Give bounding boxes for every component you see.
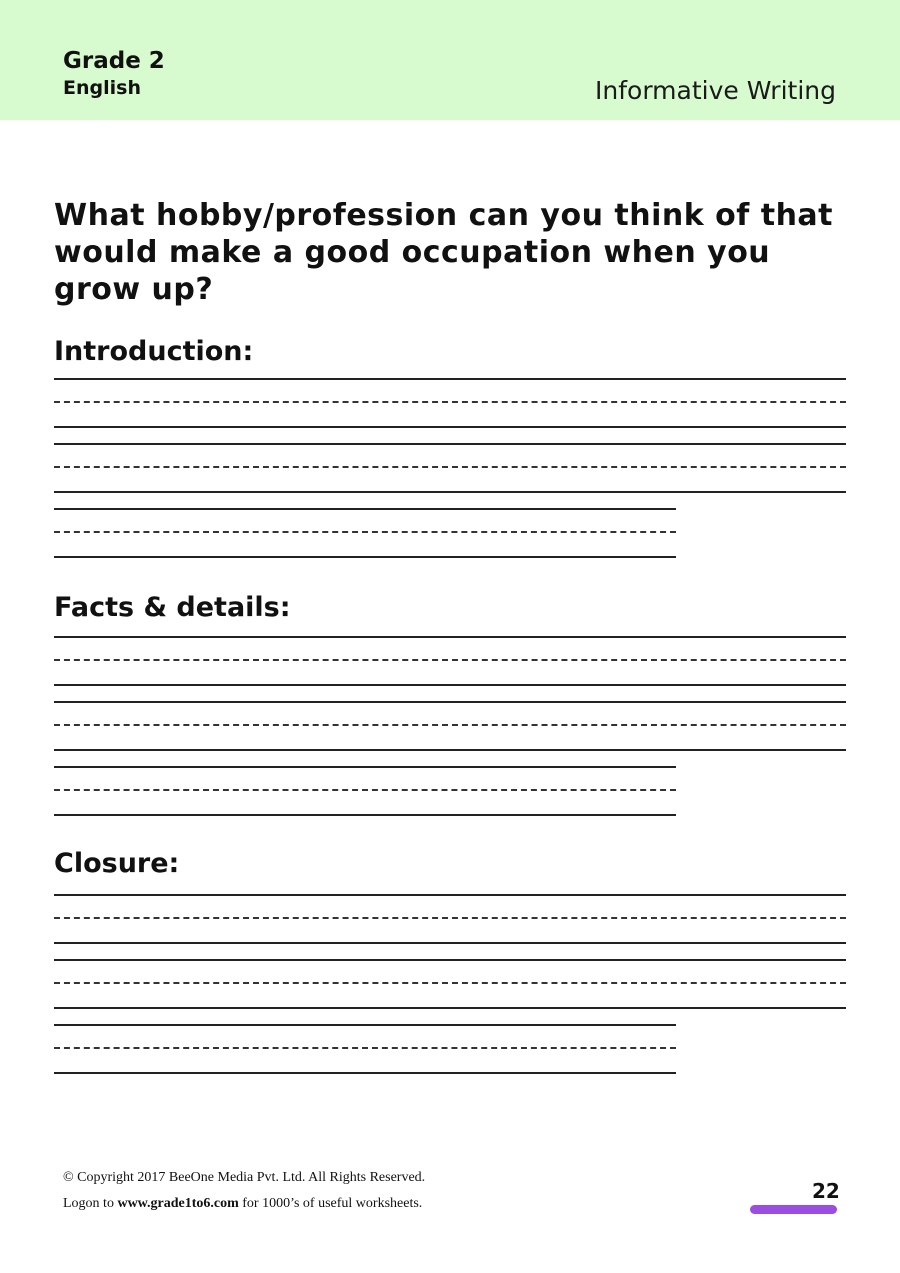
writing-line[interactable] — [54, 766, 676, 768]
writing-guide-line — [54, 659, 846, 661]
topic-label: Informative Writing — [595, 76, 836, 105]
website-link[interactable]: www.grade1to6.com — [117, 1196, 239, 1211]
logon-notice — [63, 1196, 422, 1212]
logon-prefix: Logon to — [63, 1196, 118, 1211]
writing-guide-line — [54, 531, 676, 533]
writing-prompt: What hobby/profession can you think of that would make a good occupation when you grow up? — [54, 198, 834, 307]
writing-line[interactable] — [54, 1072, 676, 1074]
writing-line[interactable] — [54, 508, 676, 510]
writing-line[interactable] — [54, 378, 846, 380]
grade-label: Grade 2 — [63, 48, 165, 74]
copyright-notice: © Copyright 2017 BeeOne Media Pvt. Ltd. All Rights Reserved. — [63, 1170, 426, 1185]
writing-line[interactable] — [54, 426, 846, 428]
section-title-closure: Closure: — [54, 848, 180, 879]
writing-guide-line — [54, 466, 846, 468]
writing-line[interactable] — [54, 749, 846, 751]
logon-suffix: for 1000’s of useful worksheets. — [238, 1196, 423, 1211]
writing-guide-line — [54, 724, 846, 726]
writing-line[interactable] — [54, 814, 676, 816]
subject-label: English — [63, 77, 141, 99]
header-band — [0, 0, 900, 120]
writing-guide-line — [54, 982, 846, 984]
writing-line[interactable] — [54, 636, 846, 638]
writing-line[interactable] — [54, 701, 846, 703]
writing-line[interactable] — [54, 942, 846, 944]
writing-line[interactable] — [54, 894, 846, 896]
website-badge-logo — [750, 1205, 837, 1214]
section-title-introduction: Introduction: — [54, 336, 254, 367]
writing-line[interactable] — [54, 1024, 676, 1026]
page-number: 22 — [812, 1179, 840, 1203]
writing-line[interactable] — [54, 556, 676, 558]
writing-guide-line — [54, 789, 676, 791]
writing-line[interactable] — [54, 491, 846, 493]
writing-line[interactable] — [54, 443, 846, 445]
writing-guide-line — [54, 401, 846, 403]
writing-guide-line — [54, 917, 846, 919]
writing-line[interactable] — [54, 684, 846, 686]
section-title-facts-details: Facts & details: — [54, 592, 291, 623]
writing-line[interactable] — [54, 959, 846, 961]
writing-guide-line — [54, 1047, 676, 1049]
writing-line[interactable] — [54, 1007, 846, 1009]
